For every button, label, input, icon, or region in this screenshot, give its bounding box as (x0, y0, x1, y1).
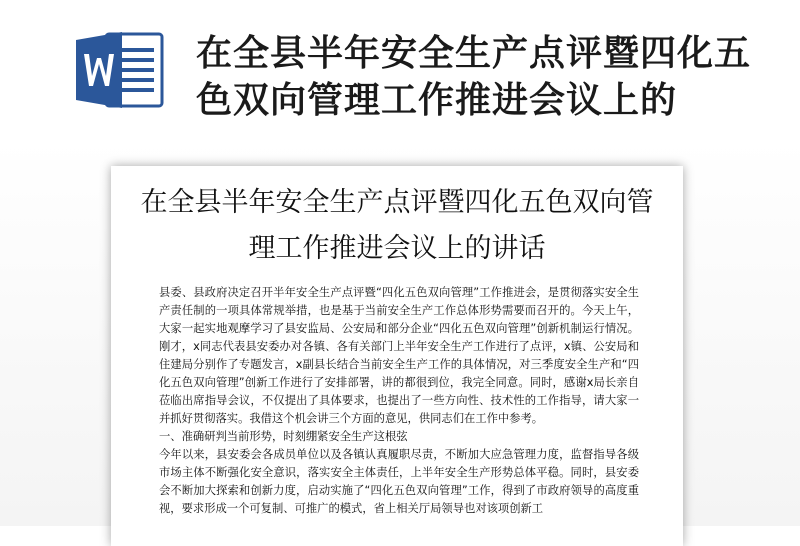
banner (0, 0, 800, 150)
document-page (111, 166, 683, 546)
banner-title: 在全县半年安全生产点评暨四化五色双向管理工作推进会议上的 (196, 33, 752, 121)
paragraph-section-one: 今年以来，县安委会各成员单位以及各镇认真履职尽责，不断加大应急管理力度，监督指导各级市场主体不断强化安全意识，落实安全主体责任，上半年安全生产形势总体平稳。同时，县安委会不断加大探索和创新力度，启动实施了“四化五色双向管理”工作，得到了市政府领导的高度重视，要求形成一个可复制、可推广的模式，省上相关厅局领导也对该项创新工 (159, 448, 639, 515)
document-body (159, 284, 639, 518)
section-heading: 一、准确研判当前形势，时刻绷紧安全生产这根弦 (159, 430, 408, 443)
word-icon (74, 30, 166, 110)
document-title: 在全县半年安全生产点评暨四化五色双向管理工作推进会议上的讲话 (140, 187, 654, 264)
paragraph-intro: 县委、县政府决定召开半年安全生产点评暨“四化五色双向管理”工作推进会，是贯彻落实安全生产责任制的一项具体常规举措，也是基于当前安全生产工作总体形势需要而召开的。今天上午，大家一起实地观摩学习了县安监局、公安局和部分企业“四化五色双向管理”创新机制运行情况。刚才，x同志代表县安委办对各镇、各有关部门上半年安全生产工作进行了点评，x镇、公安局和住建局分别作了专题发言，x副县长结合当前安全生产工作的具体情况，对三季度安全生产和“四化五色双向管理”创新工作进行了安排部署，讲的都很到位，我完全同意。同时，感谢x局长亲自莅临出席指导会议，不仅提出了具体要求，也提出了一些方向性、技术性的工作指导，请大家一并抓好贯彻落实。我借这个机会讲三个方面的意见，供同志们在工作中参考。 (159, 286, 639, 425)
